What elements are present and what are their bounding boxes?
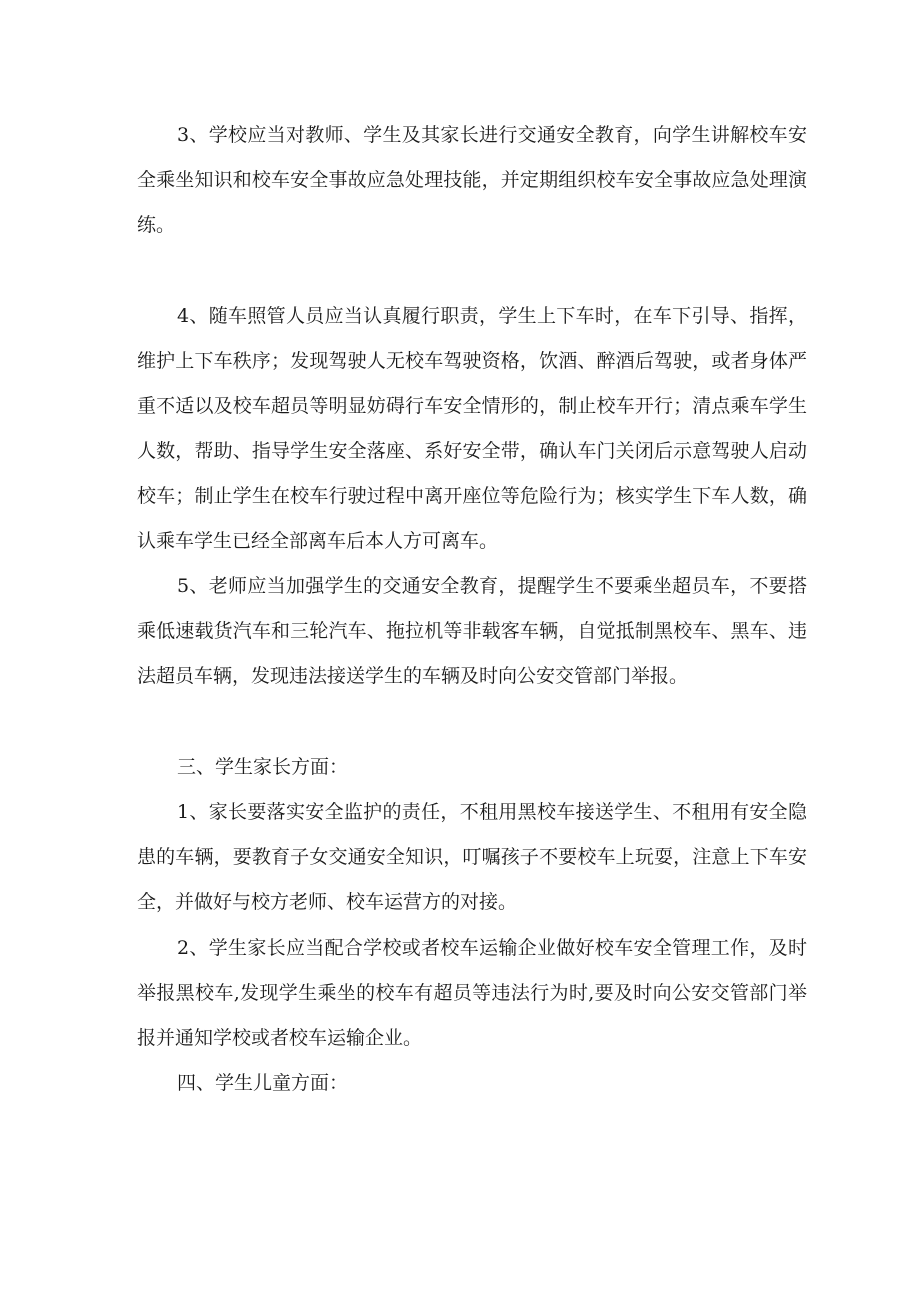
paragraph-escort-staff-duties: 4、随车照管人员应当认真履行职责，学生上下车时，在车下引导、指挥，维护上下车秩序；发现驾驶人无校车驾驶资格，饮酒、醉酒后驾驶，或者身体严重不适以及校车超员等明显妨碍行车安全情形的，制止校车开行；清点乘车学生人数，帮助、指导学生安全落座、系好安全带，确认车门关闭后示意驾驶人启动校车；制止学生在校车行驶过程中离开座位等危险行为；核实学生下车人数，确认乘车学生已经全部离车后本人方可离车。 (137, 305, 807, 552)
section-heading-children: 四、学生儿童方面： (177, 1072, 349, 1094)
paragraph-teacher-education: 5、老师应当加强学生的交通安全教育，提醒学生不要乘坐超员车，不要搭乘低速载货汽车和三轮汽车、拖拉机等非载客车辆，自觉抵制黑校车、黑车、违法超员车辆，发现违法接送学生的车辆及时向公安交管部门举报。 (137, 575, 807, 687)
paragraph-parent-guardianship: 1、家长要落实安全监护的责任，不租用黑校车接送学生、不租用有安全隐患的车辆，要教育子女交通安全知识，叮嘱孩子不要校车上玩耍，注意上下车安全，并做好与校方老师、校车运营方的对接。 (137, 801, 807, 913)
section-heading-parents: 三、学生家长方面： (177, 756, 349, 778)
paragraph-school-safety-education: 3、学校应当对教师、学生及其家长进行交通安全教育，向学生讲解校车安全乘坐知识和校车安全事故应急处理技能，并定期组织校车安全事故应急处理演练。 (137, 124, 807, 236)
paragraph-parent-cooperation: 2、学生家长应当配合学校或者校车运输企业做好校车安全管理工作，及时举报黑校车,发现学生乘坐的校车有超员等违法行为时,要及时向公安交管部门举报并通知学校或者校车运输企业。 (137, 937, 807, 1049)
